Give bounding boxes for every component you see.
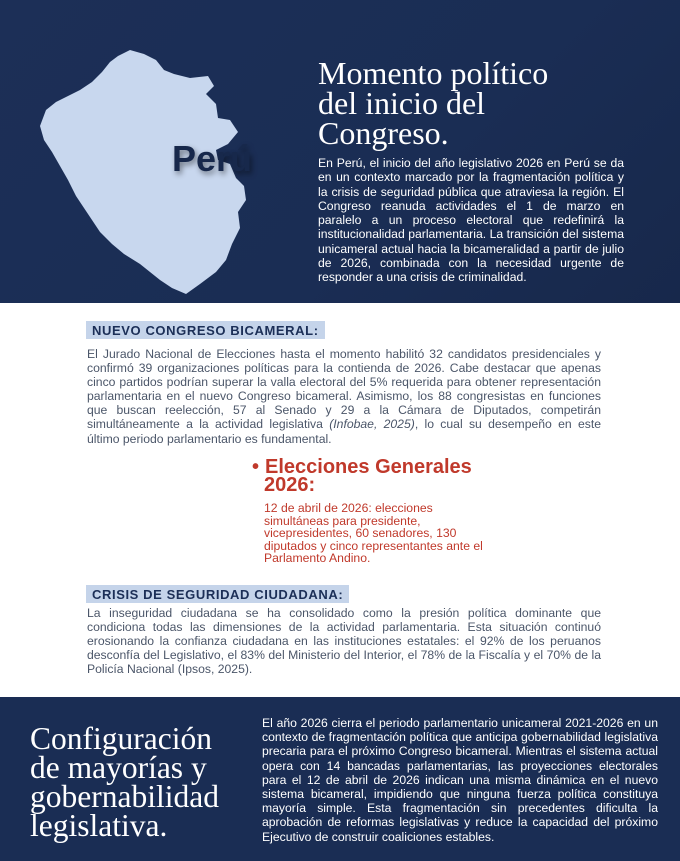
footer-title-line: gobernabilidad [30, 779, 219, 814]
citation: (Infobae, 2025) [329, 417, 415, 432]
footer-title-line: Configuración [30, 721, 212, 756]
footer-paragraph: El año 2026 cierra el periodo parlamentario unicameral 2021-2026 en un contexto de fragmentación política que anticipa gobernabilidad legislativa precaria para el próximo Congreso bicameral. Mientras el sistema actual opera con 14 bancadas parlamentarias, las proyecciones electorales para el 12 de abril de 2026 indican una misma dinámica en el nuevo sistema bicameral, impidiendo que ninguna fuerza política constituya mayoría simple. Esta fragmentación sin precedentes dificulta la aprobación de reformas legislativas y reduce la capacidad del próximo Ejecutivo de construir coaliciones estables. [262, 716, 658, 844]
page-title [318, 55, 668, 151]
title-line: Momento político [318, 55, 549, 91]
callout-title [252, 458, 512, 494]
title-line: Congreso. [318, 115, 449, 151]
footer-title [30, 721, 270, 843]
security-paragraph: La inseguridad ciudadana se ha consolidado como la presión política dominante que condiciona todas las dimensiones de la actividad parlamentaria. Esta situación continuó erosionando la confianza ciudadana en las instituciones estatales: el 92% de los peruanos desconfía del Legislativo, el 83% del Ministerio del Interior, el 78% de la Fiscalía y el 70% de la Policía Nacional (Ipsos, 2025). [87, 606, 601, 677]
callout-title-line: 2026: [264, 474, 316, 496]
footer-title-line: legislativa. [30, 808, 168, 843]
bicameral-text: El Jurado Nacional de Elecciones hasta el momento habilitó 32 candidatos presidenciales y confirmó 39 organizaciones políticas para la contienda de 2026. Cabe destacar que apenas cinco partidos podrían superar la valla electoral del 5% requerida para obtener representación parlamentaria en el nuevo Congreso bicameral. Asimismo, los 88 congresistas en funciones que buscan reelección, 57 al Senado y 29 a la Cámara de Diputados, competirán simultáneamente a la actividad legislativa [87, 347, 601, 432]
callout-text: 12 de abril de 2026: elecciones simultáneas para presidente, vicepresidentes, 60 senadores, 130 diputados y cinco representantes ante el Parlamento Andino. [264, 501, 483, 566]
elections-callout [252, 458, 512, 565]
title-line: del inicio del [318, 85, 486, 121]
country-label: Perú [172, 138, 253, 179]
bullet-icon: • [252, 456, 260, 478]
section-heading-bicameral: NUEVO CONGRESO BICAMERAL: [86, 321, 325, 339]
footer-title-line: de mayorías y [30, 750, 207, 785]
callout-title-line: Elecciones Generales [265, 456, 472, 478]
intro-paragraph: En Perú, el inicio del año legislativo 2026 en Perú se da en un contexto marcado por la fragmentación política y la crisis de seguridad pública que atraviesa la región. El Congreso reanuda actividades el 1 de marzo en paralelo a un proceso electoral que redefinirá la institucionalidad parlamentaria. La transición del sistema unicameral actual hacia la bicameralidad a partir de julio de 2026, combinada con la necesidad urgente de responder a una crisis de criminalidad. [318, 156, 624, 285]
bicameral-text-end: , lo cual su desempeño en este último periodo parlamentario es fundamental. [87, 417, 602, 446]
section-heading-security: CRISIS DE SEGURIDAD CIUDADANA: [86, 585, 349, 603]
bicameral-paragraph [87, 347, 601, 446]
